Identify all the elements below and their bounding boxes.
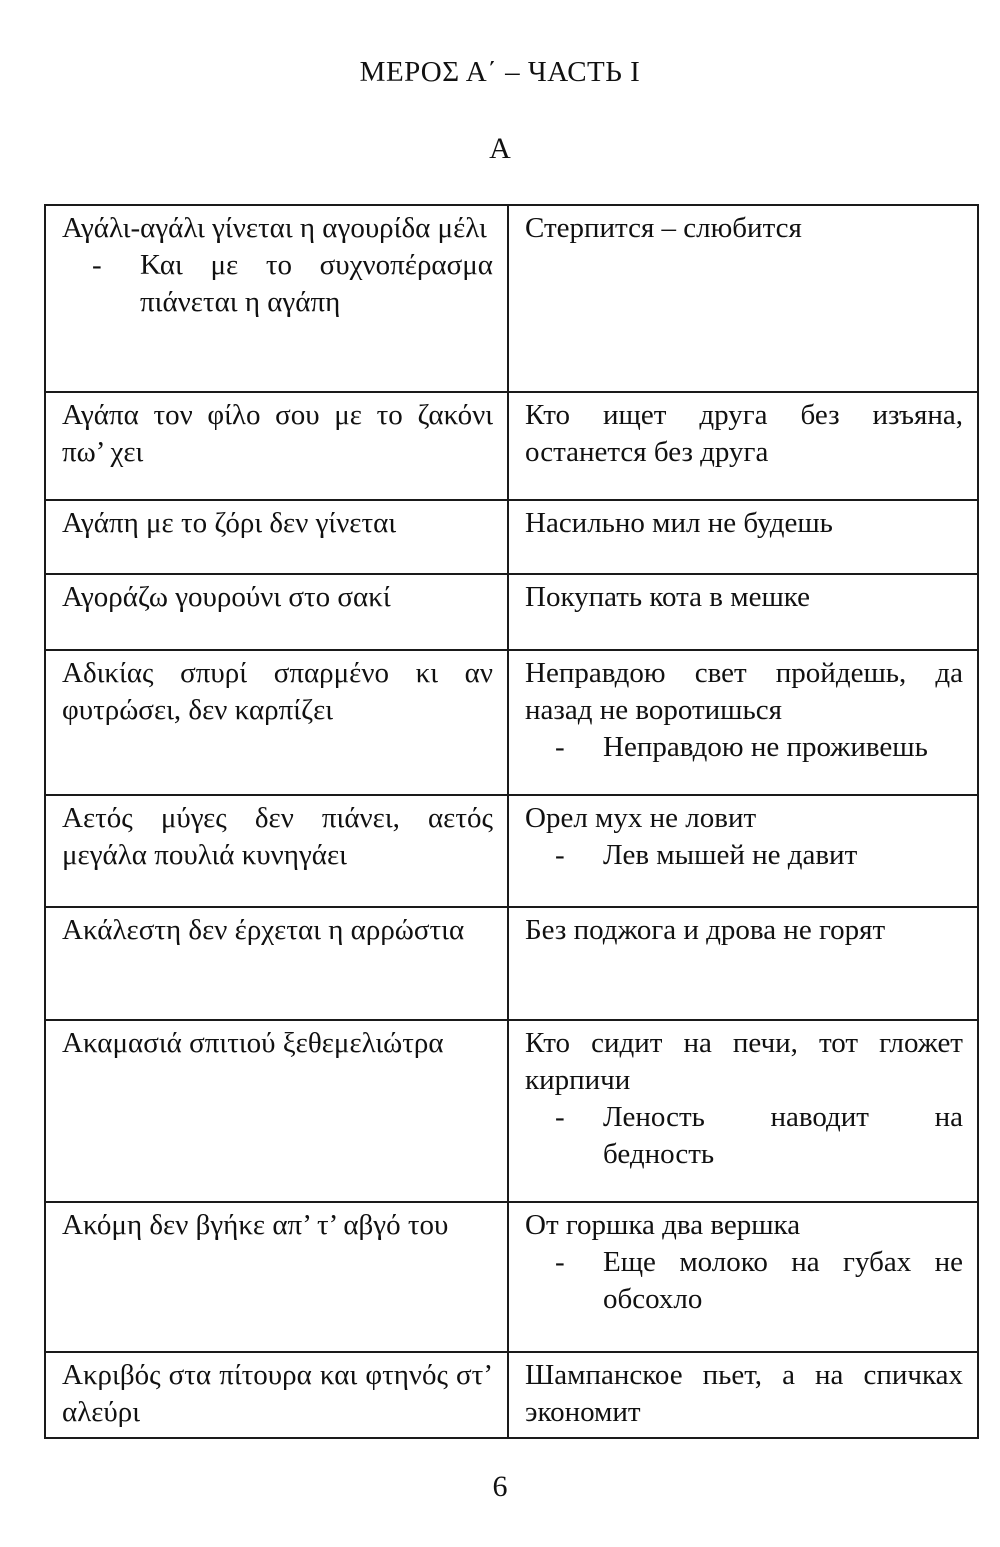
- russian-variant: [525, 729, 963, 766]
- russian-proverb-text: Шампанское пьет, а на спичках экономит: [525, 1359, 963, 1428]
- table-row: [45, 500, 978, 574]
- greek-proverb-cell: [45, 907, 508, 1020]
- russian-proverb-cell: [508, 795, 978, 907]
- table-row: [45, 574, 978, 650]
- russian-proverb-cell: [508, 1352, 978, 1438]
- greek-proverb-text: Αετός μύγες δεν πιάνει, αετός μεγάλα πουλιά κυνηγάει: [62, 802, 493, 871]
- table-row: [45, 650, 978, 795]
- russian-variant-text: Еще молоко на губах не обсохло: [603, 1246, 963, 1315]
- russian-variant: [525, 1099, 963, 1173]
- russian-proverb-text: Покупать кота в мешке: [525, 581, 811, 613]
- russian-proverb-cell: [508, 1020, 978, 1202]
- russian-proverb-cell: [508, 650, 978, 795]
- proverbs-table: [44, 204, 979, 1439]
- greek-proverb-cell: [45, 500, 508, 574]
- russian-variant-text: Неправдою не проживешь: [603, 731, 928, 763]
- russian-variant-text: Лев мышей не давит: [603, 839, 858, 871]
- russian-variant: [525, 1244, 963, 1318]
- russian-proverb-text: Без поджога и дрова не горят: [525, 914, 886, 946]
- greek-proverb-text: Αγάπα τον φίλο σου με το ζακόνι πω’ χει: [62, 399, 493, 468]
- russian-variant-text: Леность наводит на бедность: [603, 1101, 963, 1170]
- dash-marker: -: [92, 249, 102, 281]
- greek-proverb-cell: [45, 574, 508, 650]
- russian-proverb-text: Орел мух не ловит: [525, 802, 757, 834]
- page-title: ΜΕΡΟΣ Α΄ – ЧАСТЬ I: [359, 56, 641, 88]
- greek-proverb-text: Ακόμη δεν βγήκε απ’ τ’ αβγό του: [62, 1209, 449, 1241]
- table-row: [45, 1202, 978, 1352]
- dash-marker: -: [555, 731, 565, 763]
- table-row: [45, 1020, 978, 1202]
- greek-proverb-text: Αγάπη με το ζόρι δεν γίνεται: [62, 507, 397, 539]
- russian-proverb-cell: [508, 574, 978, 650]
- table-row: [45, 1352, 978, 1438]
- greek-proverb-cell: [45, 650, 508, 795]
- greek-proverb-text: Αγάλι-αγάλι γίνεται η αγουρίδα μέλι: [62, 212, 487, 244]
- dash-marker: -: [555, 1101, 565, 1133]
- greek-proverb-text: Αδικίας σπυρί σπαρμένο κι αν φυτρώσει, δεν καρπίζει: [62, 657, 493, 726]
- greek-proverb-text: Ακάλεστη δεν έρχεται η αρρώστια: [62, 914, 465, 946]
- greek-variant-text: Και με το συχνοπέρασμα πιάνεται η αγάπη: [140, 249, 493, 318]
- page-number: 6: [492, 1470, 508, 1503]
- greek-variant: [62, 247, 493, 321]
- table-row: [45, 795, 978, 907]
- russian-proverb-text: Кто ищет друга без изъяна, останется без друга: [525, 399, 963, 468]
- greek-proverb-text: Αγοράζω γουρούνι στο σακί: [62, 581, 391, 613]
- table-row: [45, 205, 978, 392]
- greek-proverb-text: Ακριβός στα πίτουρα και φτηνός στ’ αλεύρι: [62, 1359, 493, 1428]
- russian-proverb-cell: [508, 500, 978, 574]
- greek-proverb-cell: [45, 1352, 508, 1438]
- greek-proverb-cell: [45, 205, 508, 392]
- table-row: [45, 392, 978, 500]
- russian-proverb-text: Стерпится – слюбится: [525, 212, 802, 244]
- russian-proverb-cell: [508, 392, 978, 500]
- greek-proverb-cell: [45, 392, 508, 500]
- russian-proverb-text: Неправдою свет пройдешь, да назад не воротишься: [525, 657, 963, 726]
- dash-marker: -: [555, 839, 565, 871]
- russian-proverb-cell: [508, 1202, 978, 1352]
- section-letter: A: [489, 132, 511, 165]
- greek-proverb-cell: [45, 795, 508, 907]
- greek-proverb-cell: [45, 1020, 508, 1202]
- russian-proverb-cell: [508, 907, 978, 1020]
- table-row: [45, 907, 978, 1020]
- russian-proverb-text: Насильно мил не будешь: [525, 507, 833, 539]
- greek-proverb-cell: [45, 1202, 508, 1352]
- russian-proverb-text: От горшка два вершка: [525, 1209, 801, 1241]
- greek-proverb-text: Ακαμασιά σπιτιού ξεθεμελιώτρα: [62, 1027, 444, 1059]
- russian-variant: [525, 837, 963, 874]
- dash-marker: -: [555, 1246, 565, 1278]
- russian-proverb-text: Кто сидит на печи, тот гложет кирпичи: [525, 1027, 963, 1096]
- russian-proverb-cell: [508, 205, 978, 392]
